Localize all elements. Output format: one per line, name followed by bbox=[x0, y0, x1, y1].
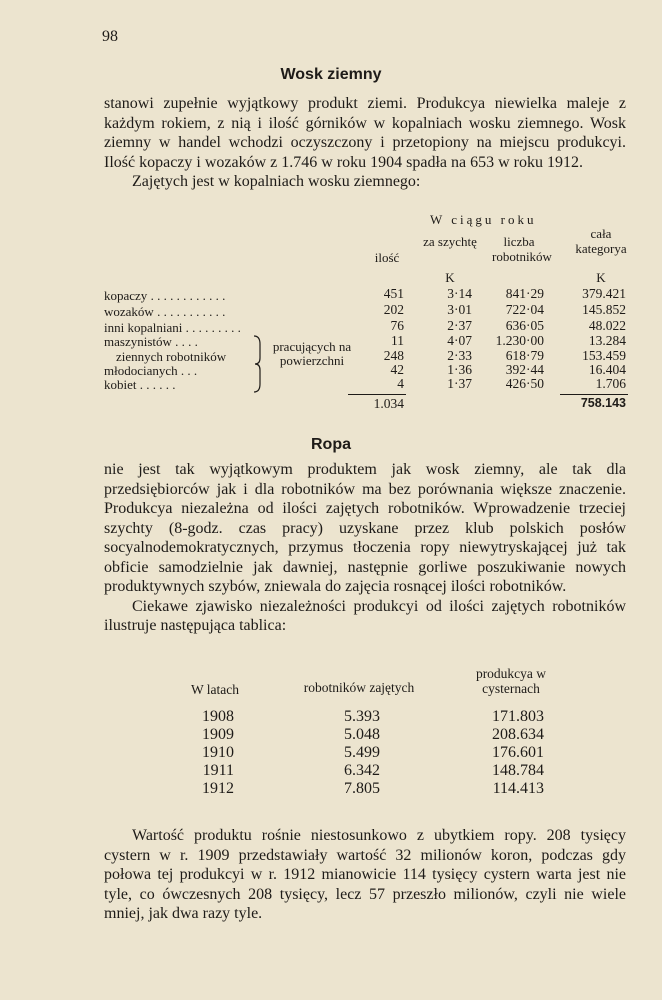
section-title-wosk-ziemny: Wosk ziemny bbox=[280, 66, 382, 83]
paragraph: Zajętych jest w kopalniach wosku ziemnego: bbox=[132, 173, 421, 190]
section2-text bbox=[104, 460, 626, 636]
paragraph: stanowi zupełnie wyjątkowy produkt ziemi. Produkcya niewielka maleje z każdym rokiem, z nią i ilość górników w kopalniach wosku ziemnego. Wosk ziemny w handel wchodzi oczyszczony i przetopiony na miejscu produkcyi. Ilość kopaczy i wozaków z 1.746 w roku 1904 spadła na 653 w roku 1912. bbox=[104, 95, 626, 171]
table-row-label: młodocianych . . . bbox=[104, 363, 198, 378]
cell-workers: 5.393 bbox=[344, 708, 380, 725]
cell-liczba: 426·50 bbox=[505, 376, 544, 391]
section1-text bbox=[104, 94, 626, 192]
cell-ilosc: 42 bbox=[390, 362, 404, 377]
cell-workers: 6.342 bbox=[344, 762, 380, 779]
cell-ilosc: 202 bbox=[383, 302, 404, 317]
page-number: 98 bbox=[102, 28, 118, 45]
cell-year: 1912 bbox=[202, 780, 234, 797]
column-header-unit-k: K bbox=[445, 270, 455, 285]
column-header-production: produkcya w cysternach bbox=[475, 666, 547, 696]
cell-za-szychte: 2·37 bbox=[447, 318, 472, 333]
column-header-liczba: liczba robotników bbox=[492, 234, 552, 264]
cell-cala: 48.022 bbox=[588, 318, 626, 333]
brace-icon bbox=[252, 334, 262, 394]
column-header-cala: cała kategorya bbox=[575, 226, 627, 256]
column-header-unit-k: K bbox=[596, 270, 606, 285]
table-row-label: maszynistów . . . . bbox=[104, 334, 198, 349]
mine-wax-workers-table bbox=[104, 212, 630, 417]
table-row-label: kobiet . . . . . . bbox=[104, 377, 176, 392]
cell-liczba: 722·04 bbox=[505, 302, 544, 317]
cell-production: 114.413 bbox=[492, 780, 544, 797]
paragraph: Wartość produktu rośnie niestosunkowo z ubytkiem ropy. 208 tysięcy cystern w r. 1909 przedstawiały wartość 32 milionów koron, podczas gdy połowa tej produkcyi w r. 1912 mianowicie 114 tysięcy cystern warta jest nie tyle, co ówczesnych 208 tysięcy, lecz 57 przeszło milionów, czyli nie wiele mniej, jak dwa razy tyle. bbox=[104, 827, 626, 922]
cell-ilosc: 4 bbox=[397, 376, 404, 391]
cell-za-szychte: 4·07 bbox=[447, 333, 472, 348]
cell-liczba: 841·29 bbox=[505, 286, 544, 301]
cell-cala: 379.421 bbox=[582, 286, 626, 301]
cell-production: 171.803 bbox=[492, 708, 544, 725]
column-header-za-szychte: za szychtę bbox=[423, 234, 477, 249]
cell-year: 1909 bbox=[202, 726, 234, 743]
cell-year: 1908 bbox=[202, 708, 234, 725]
cell-cala: 145.852 bbox=[582, 302, 626, 317]
cell-year: 1910 bbox=[202, 744, 234, 761]
cell-ilosc: 248 bbox=[383, 348, 404, 363]
column-header-workers: robotników zajętych bbox=[303, 680, 415, 695]
cell-workers: 7.805 bbox=[344, 780, 380, 797]
paragraph: Ciekawe zjawisko niezależności produkcyi od ilości zajętych robotników ilustruje następująca tablica: bbox=[104, 597, 626, 634]
cell-ilosc: 76 bbox=[390, 318, 404, 333]
cell-liczba: 618·79 bbox=[505, 348, 544, 363]
cell-ilosc: 451 bbox=[383, 286, 404, 301]
column-header-ilosc: ilość bbox=[374, 250, 400, 265]
total-cala: 758.143 bbox=[580, 396, 626, 410]
total-ilosc: 1.034 bbox=[373, 396, 404, 411]
cell-workers: 5.048 bbox=[344, 726, 380, 743]
cell-liczba: 392·44 bbox=[505, 362, 544, 377]
cell-za-szychte: 3·01 bbox=[447, 302, 472, 317]
oil-production-table bbox=[150, 666, 580, 806]
table-row-label: inni kopalniani . . . . . . . . . bbox=[104, 320, 241, 335]
cell-year: 1911 bbox=[202, 762, 234, 779]
cell-production: 176.601 bbox=[492, 744, 544, 761]
cell-cala: 1.706 bbox=[595, 376, 626, 391]
paragraph: nie jest tak wyjątkowym produktem jak wosk ziemny, ale tak dla przedsiębiorców jak i dla robotników ma bez porównania większe znaczenie. Produkcya niezależna od ilości zajętych robotników. Wprowadzenie trzeciej szychty (8-godz. czas pracy) uzyskane przez klub polskich posłów socyalnodemokratycznych, przymus tłoczenia ropy niewytryskającej już tak obficie samodzielnie jak dawniej, następnie gorliwe poszukiwanie nowych produktywnych szybów, zniewala do zajęcia rosnącej ilości robotników. bbox=[104, 461, 626, 595]
cell-workers: 5.499 bbox=[344, 744, 380, 761]
closing-text bbox=[104, 826, 626, 924]
table-row-label: ziennych robotników bbox=[116, 349, 227, 364]
sum-rule bbox=[348, 394, 406, 395]
cell-production: 148.784 bbox=[492, 762, 544, 779]
cell-cala: 13.284 bbox=[588, 333, 626, 348]
table-group-header: W ciągu roku bbox=[430, 212, 537, 227]
cell-za-szychte: 1·36 bbox=[447, 362, 472, 377]
cell-za-szychte: 2·33 bbox=[447, 348, 472, 363]
cell-cala: 16.404 bbox=[588, 362, 626, 377]
cell-za-szychte: 1·37 bbox=[447, 376, 472, 391]
column-header-year: W latach bbox=[190, 682, 240, 697]
table-row-label: kopaczy . . . . . . . . . . . . bbox=[104, 288, 226, 303]
brace-label: pracujących na powierzchni bbox=[272, 339, 352, 368]
cell-liczba: 1.230·00 bbox=[495, 333, 544, 348]
cell-liczba: 636·05 bbox=[505, 318, 544, 333]
table-row-label: wozaków . . . . . . . . . . . bbox=[104, 304, 226, 319]
sum-rule bbox=[560, 394, 628, 395]
cell-za-szychte: 3·14 bbox=[447, 286, 472, 301]
cell-ilosc: 11 bbox=[391, 333, 404, 348]
section-title-ropa: Ropa bbox=[311, 436, 351, 453]
cell-cala: 153.459 bbox=[582, 348, 626, 363]
cell-production: 208.634 bbox=[492, 726, 544, 743]
